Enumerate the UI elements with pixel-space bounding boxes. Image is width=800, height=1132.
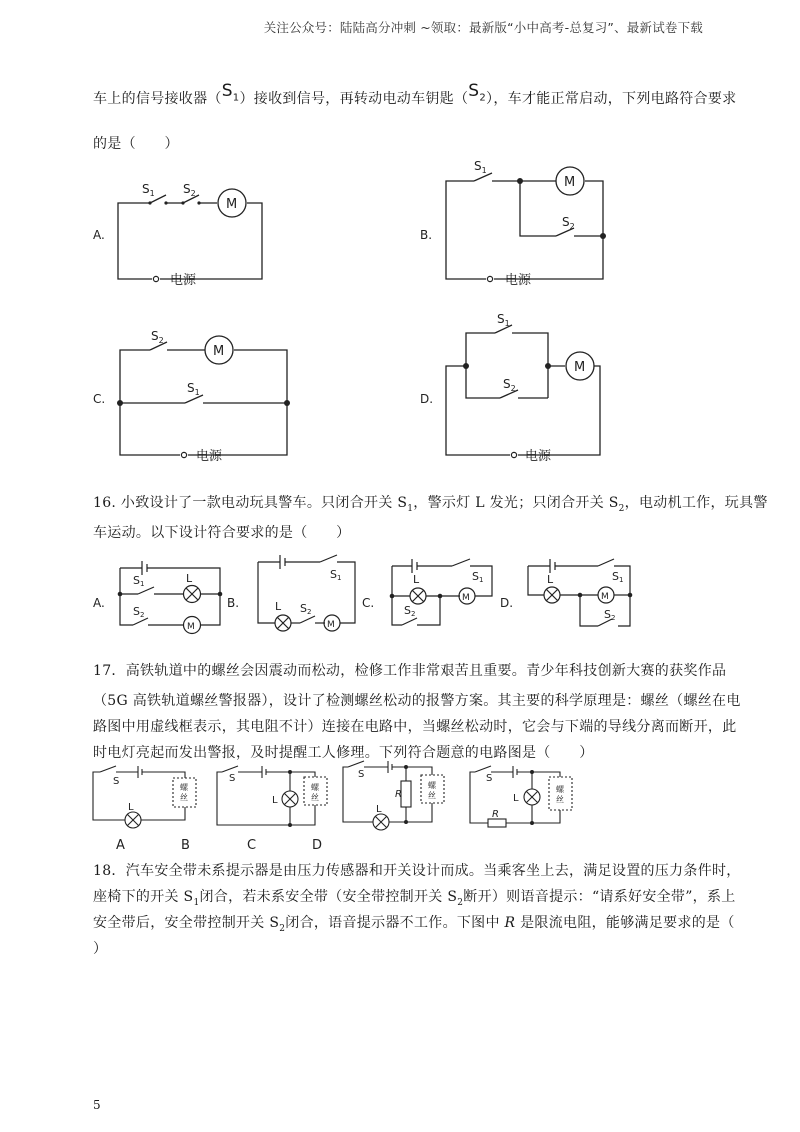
q16-line-1: 16. 小致设计了一款电动玩具警车。只闭合开关 $S_1$，警示灯 L 发光；只闭合开关 $S_2$，电动机工作，玩具警 — [93, 495, 768, 514]
svg-text:S2: S2 — [300, 602, 312, 616]
svg-text:S1: $S_1$ — [187, 381, 200, 397]
q17-line-2: （5G 高铁轨道螺丝警报器），设计了检测螺丝松动的报警方案。其主要的科学原理是：螺丝（螺丝在电 — [93, 693, 741, 709]
screw-label-d: 螺丝 — [556, 785, 564, 804]
q18-line-3: 安全带后，安全带控制开关 $S_2$闭合，语音提示器不工作。下图中 R 是限流电阻，能够满足要求的是（ — [93, 915, 735, 934]
q17-caption-d: D — [312, 838, 323, 850]
svg-text:电源: 电源 — [196, 449, 223, 464]
svg-text:S1: S1 — [472, 570, 484, 584]
svg-text:电源: 电源 — [170, 273, 197, 288]
svg-text:C.: C. — [362, 596, 375, 610]
q15-circuit-d — [446, 325, 600, 455]
q15-circuit-a — [118, 189, 262, 279]
svg-text:D.: D. — [500, 596, 514, 610]
q16-circuit-diagrams — [0, 550, 800, 640]
q18-line-4: ） — [93, 941, 108, 957]
q15-circuit-diagrams — [0, 150, 800, 470]
svg-text:S2: S2 — [404, 604, 416, 618]
svg-text:S: S — [358, 769, 365, 780]
svg-text:S1: $S_1$ — [497, 312, 510, 328]
svg-text:M: M — [187, 622, 195, 632]
q17-circuit-diagrams — [0, 760, 800, 850]
svg-text:S2: $S_2$ — [562, 215, 575, 231]
svg-text:电源: 电源 — [525, 449, 552, 464]
svg-text:L: L — [513, 793, 519, 804]
svg-text:S2: S2 — [133, 605, 145, 619]
svg-text:L: L — [272, 795, 278, 806]
svg-text:L: L — [128, 802, 134, 813]
svg-text:S1: $S_1$ — [474, 159, 487, 175]
q15-s1-symbol: $S_1$ — [221, 81, 240, 104]
q15-line-1: 车上的信号接收器$(S_1)$接收到信号，再转动电动车钥匙$(S_2)$，车才能正常启动，下列电路符合要求 — [93, 81, 737, 107]
q15-s2-symbol: $S_2$ — [468, 81, 487, 104]
svg-text:S: S — [229, 773, 236, 784]
q17-line-4: 时电灯亮起而发出警报，及时提醒工人修理。下列符合题意的电路图是（ ） — [93, 745, 594, 761]
q15-option-b: B. — [420, 228, 433, 242]
svg-text:S1: S1 — [330, 568, 342, 582]
q15-circuit-b — [446, 167, 603, 279]
svg-text:L: L — [275, 600, 282, 613]
q16-line-2: 车运动。以下设计符合要求的是（ ） — [93, 525, 351, 541]
svg-text:电源: 电源 — [505, 273, 532, 288]
q17-caption-c: C — [247, 838, 257, 850]
svg-text:L: L — [547, 573, 554, 586]
screw-label-c: 螺丝 — [428, 781, 436, 800]
motor-label-a: M — [226, 197, 238, 212]
q17-line-1: 17．高铁轨道中的螺丝会因震动而松动，检修工作非常艰苦且重要。青少年科技创新大赛的获奖作品 — [93, 663, 727, 679]
q18-line-1: 18．汽车安全带未系提示器是由压力传感器和开关设计而成。当乘客坐上去，满足设置的压力条件时， — [93, 863, 741, 879]
svg-text:R: R — [492, 809, 499, 820]
svg-text:S2: $S_2$ — [151, 329, 164, 345]
q15-circuit-c — [120, 336, 287, 455]
svg-text:L: L — [376, 804, 382, 815]
q15-option-d: D. — [420, 392, 434, 406]
svg-text:S: S — [113, 776, 120, 787]
svg-text:M: M — [462, 593, 470, 603]
page-header: 关注公众号：陆陆高分冲刺 ~领取：最新版“小中高考-总复习”、最新试卷下载 — [263, 20, 703, 35]
q15-option-a: A. — [93, 228, 105, 242]
motor-label-b: M — [564, 175, 576, 190]
motor-label-d: M — [574, 360, 586, 375]
q17-line-3: 路图中用虚线框表示，其电阻不计）连接在电路中，当螺丝松动时，它会与下端的导线分离而断开，此 — [93, 719, 737, 735]
screw-label-a: 螺丝 — [180, 783, 188, 802]
svg-text:S1: S1 — [133, 574, 145, 588]
svg-text:S1: S1 — [612, 570, 624, 584]
svg-text:S2: $S_2$ — [503, 377, 516, 393]
q18-line-2: 座椅下的开关 $S_1$闭合，若未系安全带（安全带控制开关 $S_2$断开）则语音提示：“请系好安全带”，系上 — [93, 889, 736, 908]
svg-text:R: R — [395, 789, 402, 800]
svg-text:M: M — [601, 592, 609, 602]
svg-text:B.: B. — [227, 596, 240, 610]
svg-text:M: M — [327, 620, 335, 630]
svg-text:L: L — [186, 572, 193, 585]
svg-text:S2: $S_2$ — [183, 182, 196, 198]
q17-caption-a: A — [116, 838, 125, 850]
svg-text:L: L — [413, 573, 420, 586]
q15-option-c: C. — [93, 392, 106, 406]
motor-label-c: M — [213, 344, 225, 359]
svg-text:S1: $S_1$ — [142, 182, 155, 198]
q17-caption-b: B — [181, 838, 190, 850]
svg-text:S: S — [486, 773, 493, 784]
page-number: 5 — [93, 1098, 101, 1112]
svg-text:A.: A. — [93, 596, 105, 610]
svg-text:S2: S2 — [604, 608, 616, 622]
q15-line-2: 的是（ ） — [93, 136, 179, 152]
screw-label-b: 螺丝 — [311, 783, 319, 802]
